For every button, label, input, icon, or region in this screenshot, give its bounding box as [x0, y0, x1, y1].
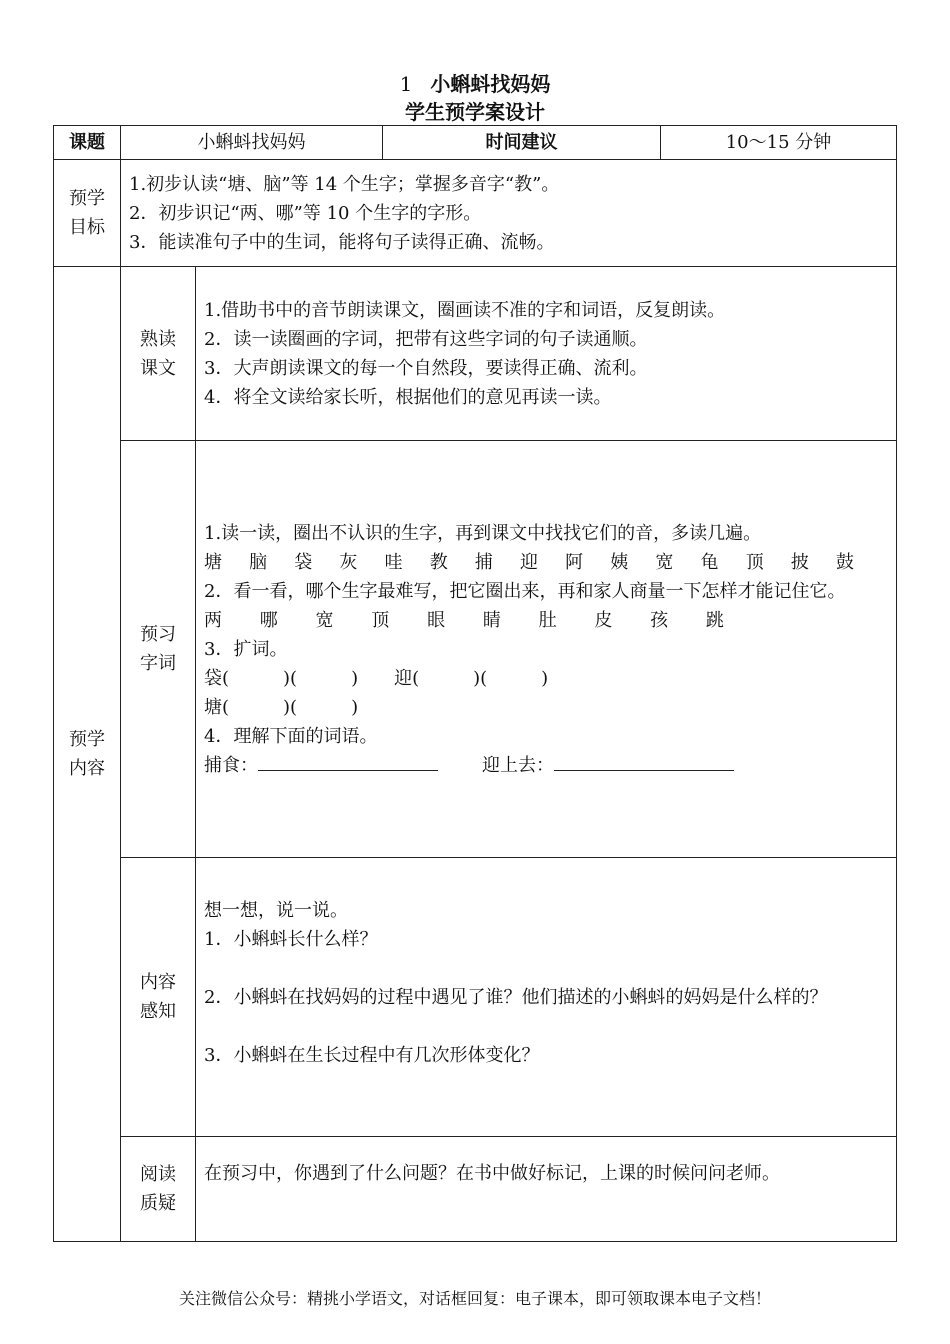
- reading-content: [196, 267, 897, 441]
- words-step2: 2．看一看，哪个生字最难写，把它圈出来，再和家人商量一下怎样才能记住它。: [204, 580, 846, 602]
- reading-item: 1.借助书中的音节朗读课文，圈画读不准的字和词语，反复朗读。: [204, 299, 726, 321]
- expand-line-1[interactable]: 袋( )( ) 迎( )( ): [204, 667, 549, 689]
- words-step1: 1.读一读，圈出不认识的生字，再到课文中找找它们的音，多读几遍。: [204, 522, 762, 544]
- term-label: 迎上去：: [482, 754, 554, 776]
- reading-item: 2．读一读圈画的字词，把带有这些字词的句子读通顺。: [204, 328, 648, 350]
- words-step3: 3．扩词。: [204, 638, 288, 660]
- reading-item: 4．将全文读给家长听，根据他们的意见再读一读。: [204, 386, 612, 408]
- question-item: 2．小蝌蚪在找妈妈的过程中遇见了谁？他们描述的小蝌蚪的妈妈是什么样的？: [204, 986, 828, 1008]
- question-item: 1．小蝌蚪长什么样？: [204, 928, 378, 950]
- reading-item: 3．大声朗读课文的每一个自然段，要读得正确、流利。: [204, 357, 648, 379]
- words-content: [196, 441, 897, 858]
- reading-label: 熟读课文: [121, 267, 196, 441]
- perception-intro: 想一想，说一说。: [204, 899, 348, 921]
- term-row: [204, 751, 888, 780]
- goal-item: 2．初步识记“两、哪”等 10 个生字的字形。: [129, 202, 482, 224]
- questions-content: [196, 1137, 897, 1242]
- plan-table: [53, 125, 897, 1242]
- answer-blank[interactable]: [258, 752, 438, 771]
- time-label: 时间建议: [383, 126, 661, 160]
- lesson-number: 1: [399, 72, 413, 96]
- answer-blank[interactable]: [554, 752, 734, 771]
- goals-content: [121, 160, 897, 267]
- lesson-title: [0, 68, 950, 97]
- content-label: 预学内容: [54, 267, 121, 1242]
- char-list-2: 两 哪 宽 顶 眼 睛 肚 皮 孩 跳: [204, 609, 724, 631]
- expand-line-2[interactable]: 塘( )( ): [204, 696, 359, 718]
- topic-label: 课题: [54, 126, 121, 160]
- term-label: 捕食：: [204, 754, 258, 776]
- footer-note: 关注微信公众号：精挑小学语文，对话框回复：电子课本，即可领取课本电子文档！: [178, 1289, 771, 1308]
- goals-label: 预学目标: [54, 160, 121, 267]
- question-item: 3．小蝌蚪在生长过程中有几次形体变化？: [204, 1044, 540, 1066]
- words-step4: 4．理解下面的词语。: [204, 725, 378, 747]
- goal-item: 3．能读准句子中的生词，能将句子读得正确、流畅。: [129, 231, 555, 253]
- lesson-title-text: 小蝌蚪找妈妈: [430, 72, 551, 96]
- goal-item: 1.初步认读“塘、脑”等 14 个生字；掌握多音字“教”。: [129, 173, 560, 195]
- char-list-1: 塘 脑 袋 灰 哇 教 捕 迎 阿 姨 宽 龟 顶 披 鼓: [204, 551, 854, 573]
- questions-label: 阅读质疑: [121, 1137, 196, 1242]
- questions-text: 在预习中，你遇到了什么问题？在书中做好标记，上课的时候问问老师。: [204, 1163, 780, 1184]
- page-subtitle: 学生预学案设计: [405, 100, 545, 124]
- perception-content: [196, 858, 897, 1137]
- time-value: 10～15 分钟: [661, 126, 897, 160]
- perception-label: 内容感知: [121, 858, 196, 1137]
- topic-value: 小蝌蚪找妈妈: [121, 126, 383, 160]
- words-label: 预习字词: [121, 441, 196, 858]
